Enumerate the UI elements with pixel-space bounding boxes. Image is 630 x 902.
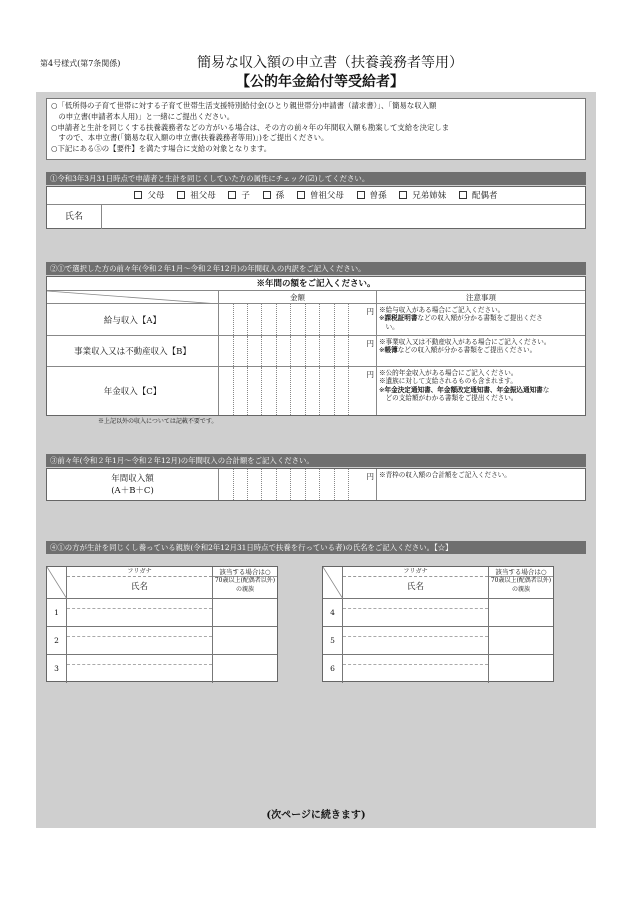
digit-divider — [319, 469, 320, 500]
income-footnote: ※上記以外の収入については記載不要です。 — [98, 418, 218, 425]
note-line: どの支給額がわかる書類をご提出ください。 — [379, 394, 518, 403]
row-label: 給与収入【A】 — [47, 304, 219, 335]
intro-line: すので、本申立書(「簡易な収入額の申立書(扶養義務者等用)」)をご提出ください。 — [51, 133, 329, 143]
name-label: 氏名 — [406, 582, 424, 592]
total-income-row — [47, 469, 585, 500]
furigana-divider — [343, 636, 488, 637]
digit-divider — [319, 304, 320, 335]
checkbox[interactable] — [357, 191, 365, 199]
checkbox[interactable] — [399, 191, 407, 199]
digit-divider — [261, 367, 262, 415]
digit-divider — [247, 367, 248, 415]
relatives-table-left — [46, 566, 278, 682]
digit-divider — [261, 304, 262, 335]
diagonal-line — [47, 291, 219, 303]
row-notes — [379, 471, 584, 479]
name-label: 氏名 — [47, 205, 102, 229]
digit-divider — [348, 367, 349, 415]
furigana-divider — [343, 664, 488, 665]
row-number: 1 — [47, 599, 67, 626]
row-number: 6 — [323, 655, 343, 683]
furigana-divider — [67, 608, 212, 609]
note-line: ※課税証明書などの収入額が分かる書類をご提出くださ — [379, 314, 543, 323]
amount-input[interactable] — [219, 336, 377, 366]
relative-name-field[interactable] — [67, 599, 213, 626]
applies-desc: の親族 — [235, 585, 254, 593]
amount-input[interactable] — [219, 367, 377, 415]
furigana-divider — [343, 608, 488, 609]
row-number: 3 — [47, 655, 67, 683]
row-number: 5 — [323, 627, 343, 654]
name-column-header — [67, 567, 213, 599]
row-label: 事業収入又は不動産収入【B】 — [47, 336, 219, 366]
intro-line: ○「低所得の子育て世帯に対する子育て世帯生活支援特別給付金(ひとり親世帯分)申請書（請求書）」、「簡易な収入額 — [51, 101, 437, 110]
applies-label: 該当する場合は○ — [489, 567, 553, 577]
name-field[interactable] — [103, 206, 585, 228]
digit-divider — [247, 469, 248, 500]
intro-line: ○下記にある⑤の【要件】を満たす場合に支給の対象となります。 — [51, 144, 272, 154]
digit-divider — [290, 469, 291, 500]
yen-unit: 円 — [366, 472, 374, 481]
checkbox[interactable] — [263, 191, 271, 199]
relative-name-field[interactable] — [343, 599, 489, 626]
form-code: 第4号様式(第7条関係) — [40, 59, 121, 68]
applies-field[interactable] — [490, 599, 553, 626]
relative-row — [47, 599, 277, 627]
relative-name-field[interactable] — [67, 627, 213, 654]
applies-desc: 70歳以上(配偶者以外) — [490, 577, 552, 584]
digit-divider — [290, 336, 291, 366]
applies-desc: の親族 — [511, 585, 530, 593]
note-line: ※事業収入又は不動産収入がある場合にご記入ください。 — [379, 338, 551, 346]
relation-option[interactable] — [357, 191, 387, 201]
intro-box — [46, 98, 586, 160]
relation-option[interactable] — [297, 191, 344, 201]
row-number: 2 — [47, 627, 67, 654]
checkbox[interactable] — [297, 191, 305, 199]
notes-column-header: 注意事項 — [466, 293, 496, 302]
section3-heading: ③前々年(令和２年1月～令和２年12月)の年間収入の合計額をご記入ください。 — [46, 454, 586, 467]
diagonal-cell — [47, 291, 219, 303]
relative-row — [47, 627, 277, 655]
applies-field[interactable] — [214, 655, 277, 683]
yen-unit: 円 — [366, 307, 374, 316]
row-notes — [379, 369, 584, 403]
furigana-divider — [67, 636, 212, 637]
furigana-divider — [67, 664, 212, 665]
relation-option[interactable] — [459, 191, 498, 201]
digit-divider — [233, 304, 234, 335]
relatives-table-header — [47, 567, 277, 599]
relation-label: 兄弟姉妹 — [412, 191, 447, 201]
digit-divider — [319, 367, 320, 415]
yen-unit: 円 — [366, 370, 374, 379]
name-label: 氏名 — [130, 582, 148, 592]
digit-divider — [233, 367, 234, 415]
relation-label: 孫 — [275, 191, 285, 201]
amount-input[interactable] — [219, 304, 377, 335]
form-sheet — [36, 92, 596, 828]
amount-column-header: 金額 — [219, 291, 377, 303]
digit-divider — [348, 469, 349, 500]
relation-label: 曽祖父母 — [309, 191, 344, 201]
relative-name-field[interactable] — [343, 627, 489, 654]
digit-divider — [305, 336, 306, 366]
total-income-table — [46, 468, 586, 501]
relative-name-field[interactable] — [67, 655, 213, 683]
digit-divider — [247, 304, 248, 335]
relation-label: 配偶者 — [472, 191, 498, 201]
relative-row — [323, 599, 553, 627]
digit-divider — [276, 304, 277, 335]
row-notes — [379, 338, 584, 355]
section1-box — [46, 186, 586, 229]
note-line: ※給与収入がある場合にご記入ください。 — [379, 306, 505, 314]
applies-field[interactable] — [214, 599, 277, 626]
relation-label: 祖父母 — [190, 191, 216, 201]
applies-column-header — [213, 567, 277, 599]
digit-divider — [261, 336, 262, 366]
row-label: 年金収入【C】 — [47, 367, 219, 415]
relatives-table-header — [323, 567, 553, 599]
digit-divider — [334, 336, 335, 366]
note-line: ※遺族に対して支給されるものも含まれます。 — [379, 377, 517, 386]
continue-note: (次ページに続きます) — [266, 810, 366, 821]
digit-divider — [334, 304, 335, 335]
form-subtitle: 【公的年金給付等受給者】 — [236, 74, 404, 90]
income-row-pension — [47, 367, 585, 415]
digit-divider — [276, 367, 277, 415]
applies-desc: 70歳以上(配偶者以外) — [214, 577, 276, 584]
digit-divider — [334, 469, 335, 500]
relative-name-field[interactable] — [343, 655, 489, 683]
total-label-line: 年間収入額 — [111, 473, 154, 484]
relation-options — [47, 187, 585, 205]
section4-heading: ④①の方が生計を同じくし養っている親族(令和2年12月31日時点で扶養を行っている者)の氏名をご記入ください。【☆】 — [46, 541, 586, 554]
diagonal-cell — [47, 567, 67, 599]
row-number: 4 — [323, 599, 343, 626]
checkbox[interactable] — [459, 191, 467, 199]
total-label — [47, 469, 219, 500]
digit-divider — [233, 336, 234, 366]
yen-unit: 円 — [366, 339, 374, 348]
section2-heading: ②①で選択した方の前々年(令和２年1月～令和２年12月)の年間収入の内訳をご記入ください。 — [46, 262, 586, 275]
digit-divider — [276, 336, 277, 366]
digit-divider — [348, 336, 349, 366]
relative-row — [323, 627, 553, 655]
digit-divider — [305, 469, 306, 500]
note-line: ※青枠の収入額の合計額をご記入ください。 — [379, 471, 511, 479]
digit-divider — [247, 336, 248, 366]
relation-option[interactable] — [399, 191, 446, 201]
total-amount-input[interactable] — [219, 469, 377, 500]
relation-option[interactable] — [177, 191, 216, 201]
applies-label: 該当する場合は○ — [213, 567, 277, 577]
income-row-salary — [47, 304, 585, 336]
digit-divider — [305, 367, 306, 415]
digit-divider — [348, 304, 349, 335]
form-title: 簡易な収入額の申立書（扶養義務者等用） — [197, 55, 463, 71]
digit-divider — [305, 304, 306, 335]
digit-divider — [290, 367, 291, 415]
digit-divider — [276, 469, 277, 500]
income-table — [46, 276, 586, 416]
diagonal-line — [323, 567, 343, 599]
relatives-table-right — [322, 566, 554, 682]
note-line: ※公的年金収入がある場合にご記入ください。 — [379, 369, 518, 377]
checkbox[interactable] — [228, 191, 236, 199]
relation-option[interactable] — [134, 191, 164, 201]
relation-label: 子 — [241, 191, 250, 201]
furigana-label: フリガナ — [67, 567, 212, 577]
section1-heading: ①令和3年3月31日時点で申請者と生計を同じくしていた方の属性にチェック(☑)してください。 — [46, 172, 586, 185]
relative-row — [47, 655, 277, 683]
applies-field[interactable] — [214, 627, 277, 654]
income-table-header — [47, 291, 585, 304]
annual-amount-note: ※年間の額をご記入ください。 — [47, 277, 585, 291]
note-line: ※帳簿などの収入額が分かる書類をご提出ください。 — [379, 346, 537, 355]
name-column-header — [343, 567, 489, 599]
relative-row — [323, 655, 553, 683]
relation-option[interactable] — [263, 191, 285, 201]
intro-line: の申立書(申請者本人用)」と一緒にご提出ください。 — [51, 111, 235, 121]
row-notes — [379, 306, 584, 331]
applies-field[interactable] — [490, 627, 553, 654]
relation-label: 曽孫 — [369, 191, 387, 201]
relation-label: 父母 — [147, 191, 165, 201]
intro-line: ○申請者と生計を同じくする扶養義務者などの方がいる場合は、その方の前々年の年間収入額も勘案して支給を決定しま — [51, 122, 450, 132]
digit-divider — [334, 367, 335, 415]
diagonal-cell — [323, 567, 343, 599]
furigana-label: フリガナ — [343, 567, 488, 577]
note-line: い。 — [379, 322, 399, 331]
applies-field[interactable] — [490, 655, 553, 683]
digit-divider — [233, 469, 234, 500]
income-row-business — [47, 336, 585, 367]
applies-column-header — [489, 567, 553, 599]
note-line: ※年金決定通知書、年金額改定通知書、年金振込通知書な — [379, 385, 550, 394]
digit-divider — [261, 469, 262, 500]
total-label-line: (A＋B＋C) — [111, 485, 154, 496]
checkbox[interactable] — [134, 191, 142, 199]
diagonal-line — [47, 567, 67, 599]
checkbox[interactable] — [177, 191, 185, 199]
digit-divider — [290, 304, 291, 335]
relation-option[interactable] — [228, 191, 250, 201]
digit-divider — [319, 336, 320, 366]
